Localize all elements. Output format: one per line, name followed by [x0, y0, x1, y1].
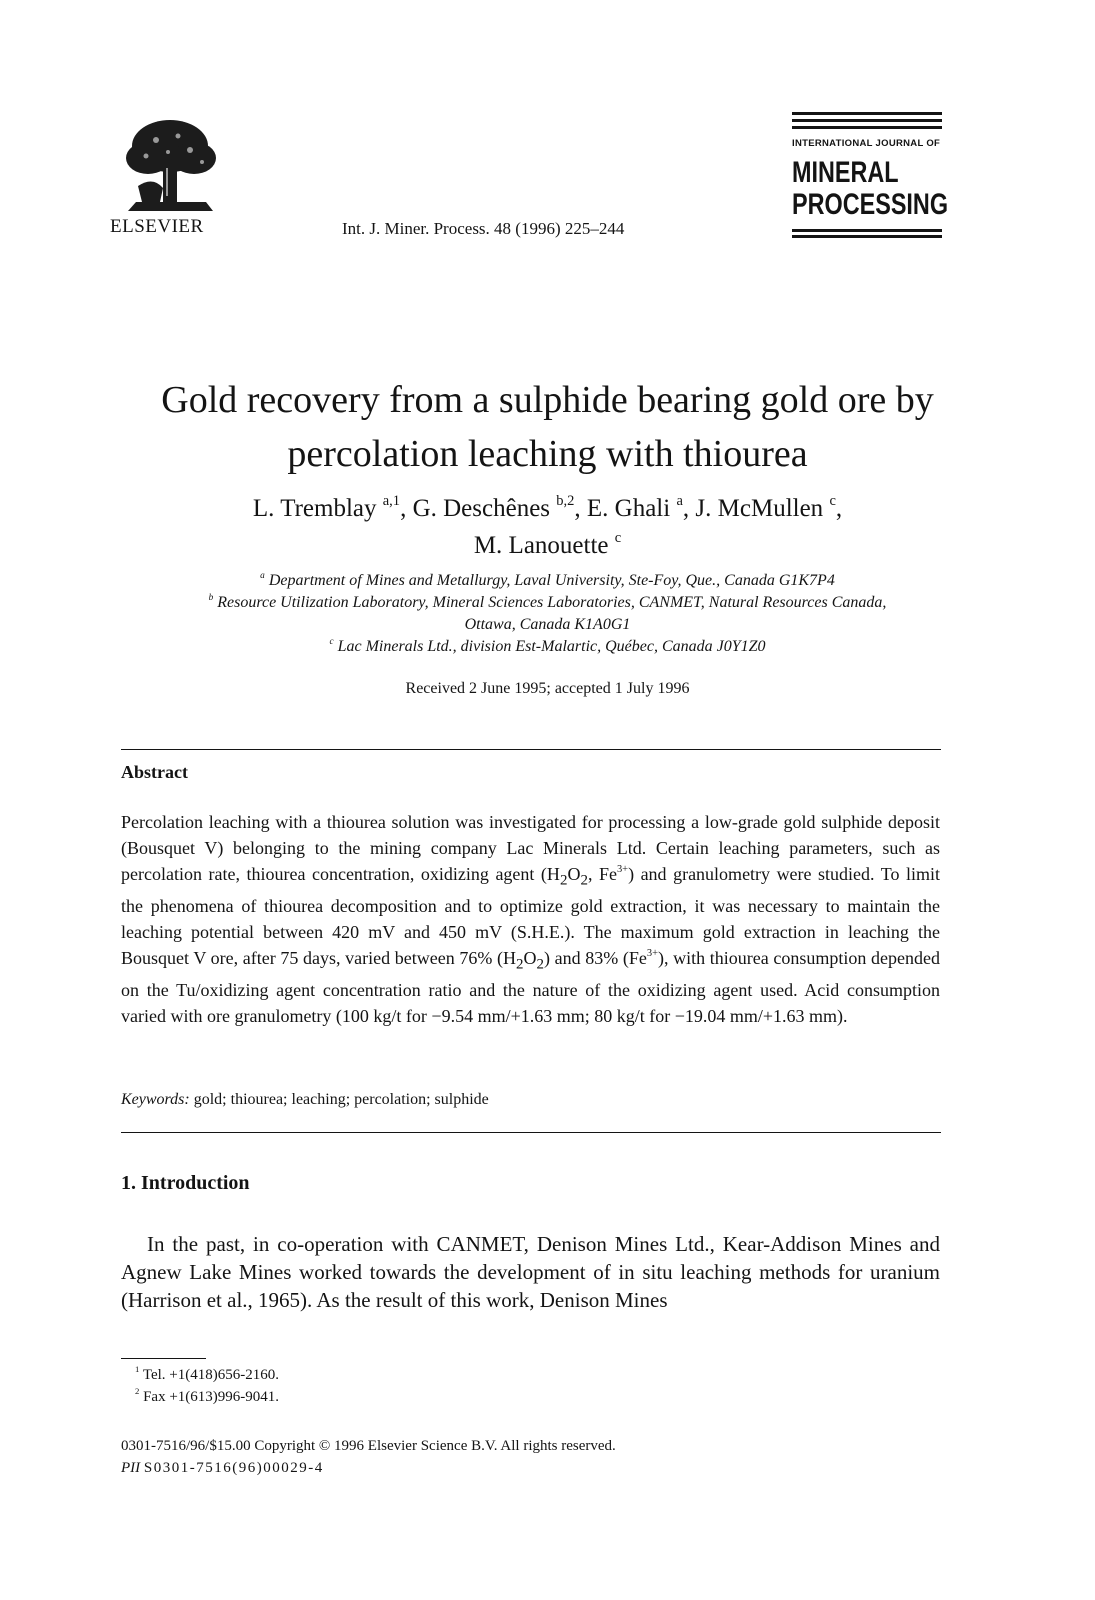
- abstract-text-part: ), with thiourea consumption depended on the Tu/oxidizing agent concentration ratio and the nature of the oxidizing agent used. Acid consumption varied with ore granulometry (100 kg/t for −9.54 mm/+1.63 mm; 80 kg/t for −19.04 mm/+1.63 mm).: [121, 947, 940, 1026]
- affiliation-a: $^a$ Department of Mines and Metallurgy, Laval University, Ste-Foy, Que., Canada G1K7P4: [260, 570, 835, 589]
- footnote-marker: 2: [135, 1386, 140, 1397]
- author-name: J. McMullen: [695, 495, 824, 522]
- footnote-2: [135, 1386, 279, 1408]
- author-name: L. Tremblay: [252, 495, 377, 522]
- footnote-text: Tel. +1(418)656-2160.: [142, 1367, 279, 1383]
- journal-logo-rule: [792, 235, 942, 238]
- affiliation-b: $^b$ Resource Utilization Laboratory, Mineral Sciences Laboratories, CANMET, Natural Resources Canada,: [208, 592, 887, 611]
- author-affiliation-mark: c: [829, 493, 836, 510]
- copyright-block: [121, 1435, 616, 1479]
- journal-logo: [792, 112, 949, 236]
- abstract-text-part: O: [567, 863, 581, 884]
- publisher-name: ELSEVIER: [110, 216, 204, 237]
- journal-logo-rule: [792, 229, 942, 232]
- footnote-text: Fax +1(613)996-9041.: [143, 1389, 280, 1405]
- author-name: M. Lanouette: [473, 532, 609, 559]
- abstract-text-part: Percolation leaching with a thiourea solution was investigated for processing a low-grade gold sulphide deposit (Bousquet V) belonging to the mining company Lac Minerals Ltd. Certain leaching parameters, such as percolation rate, thiourea concentration, oxidizing agent (H: [121, 812, 940, 884]
- abstract-bottom-rule: [121, 1132, 941, 1133]
- author-line-2: [60, 527, 1035, 564]
- subscript: 2: [515, 956, 524, 973]
- footnotes: [135, 1364, 279, 1408]
- keywords-text: gold; thiourea; leaching; percolation; sulphide: [193, 1091, 489, 1108]
- tree-engraving-icon: [108, 116, 233, 216]
- author-affiliation-mark: a: [676, 493, 683, 510]
- journal-logo-rule: [792, 119, 942, 122]
- journal-citation: Int. J. Miner. Process. 48 (1996) 225–244: [342, 219, 625, 238]
- pii-code: S0301-7516(96)00029-4: [143, 1460, 324, 1476]
- pii-label: PII: [121, 1460, 141, 1476]
- footnote-1: [135, 1364, 279, 1386]
- affiliation-c-text: Lac Minerals Ltd., division Est-Malartic, Québec, Canada J0Y1Z0: [337, 638, 766, 655]
- received-dates: Received 2 June 1995; accepted 1 July 1996: [405, 680, 690, 697]
- journal-logo-line2: PROCESSING: [792, 188, 949, 221]
- author-list: [60, 490, 1035, 564]
- affiliation-b-text: Resource Utilization Laboratory, Mineral Sciences Laboratories, CANMET, Natural Resources Canada,: [217, 594, 887, 611]
- abstract-text-part: ) and 83% (Fe: [543, 947, 647, 968]
- superscript: 3+: [616, 863, 629, 875]
- abstract-text-part: , Fe: [587, 863, 617, 884]
- journal-logo-prefix: INTERNATIONAL JOURNAL OF: [792, 138, 941, 149]
- footnote-marker: 1: [135, 1364, 140, 1375]
- subscript: 2: [536, 956, 544, 973]
- abstract-heading: Abstract: [121, 762, 188, 782]
- journal-logo-rule: [792, 112, 942, 115]
- author-separator: ,: [574, 495, 587, 522]
- article-title-line2: percolation leaching with thiourea: [287, 433, 808, 475]
- abstract-body: [121, 810, 940, 1030]
- copyright-line: 0301-7516/96/$15.00 Copyright © 1996 Elsevier Science B.V. All rights reserved.: [121, 1438, 616, 1454]
- author-affiliation-mark: a,1: [382, 493, 401, 510]
- subscript: 2: [580, 872, 588, 889]
- journal-logo-rule: [792, 126, 942, 129]
- article-title: [60, 373, 1035, 481]
- author-separator: ,: [835, 495, 843, 522]
- abstract-top-rule: [121, 749, 941, 750]
- introduction-body: In the past, in co-operation with CANMET, Denison Mines Ltd., Kear-Addison Mines and Agnew Lake Mines worked towards the development of in situ leaching methods for uranium (Harrison et al., 1965). As the result of this work, Denison Mines: [121, 1232, 940, 1312]
- subscript: 2: [559, 872, 568, 889]
- author-name: G. Deschênes: [412, 495, 551, 522]
- affiliation-list: [90, 570, 1005, 658]
- author-line-1: [60, 490, 1035, 527]
- abstract-text-part: O: [523, 947, 537, 968]
- superscript: 3+: [646, 947, 658, 959]
- pii-line: [121, 1457, 616, 1479]
- author-affiliation-mark: c: [614, 530, 622, 547]
- author-affiliation-mark: b,2: [556, 493, 575, 510]
- keywords-label: Keywords:: [121, 1091, 190, 1108]
- affiliation-c: $^c$ Lac Minerals Ltd., division Est-Malartic, Québec, Canada J0Y1Z0: [329, 636, 766, 655]
- keywords: [121, 1091, 489, 1109]
- author-name: E. Ghali: [586, 495, 671, 522]
- affiliation-a-text: Department of Mines and Metallurgy, Laval University, Ste-Foy, Que., Canada G1K7P4: [268, 572, 835, 589]
- abstract-text-part: ) and granulometry were studied. To limit the phenomena of thiourea decomposition and to optimize gold extraction, it was necessary to maintain the leaching potential between 420 mV and 450 mV (S.H.E.). The maximum gold extraction in leaching the Bousquet V ore, after 75 days, varied between 76% (H: [121, 863, 940, 968]
- journal-logo-line1: MINERAL: [792, 156, 899, 189]
- author-separator: ,: [400, 495, 413, 522]
- introduction-heading: 1. Introduction: [121, 1172, 250, 1194]
- article-title-line1: Gold recovery from a sulphide bearing gold ore by: [161, 379, 934, 421]
- footnote-rule: [121, 1358, 206, 1359]
- affiliation-b-cont: Ottawa, Canada K1A0G1: [464, 616, 631, 633]
- author-separator: ,: [682, 495, 696, 522]
